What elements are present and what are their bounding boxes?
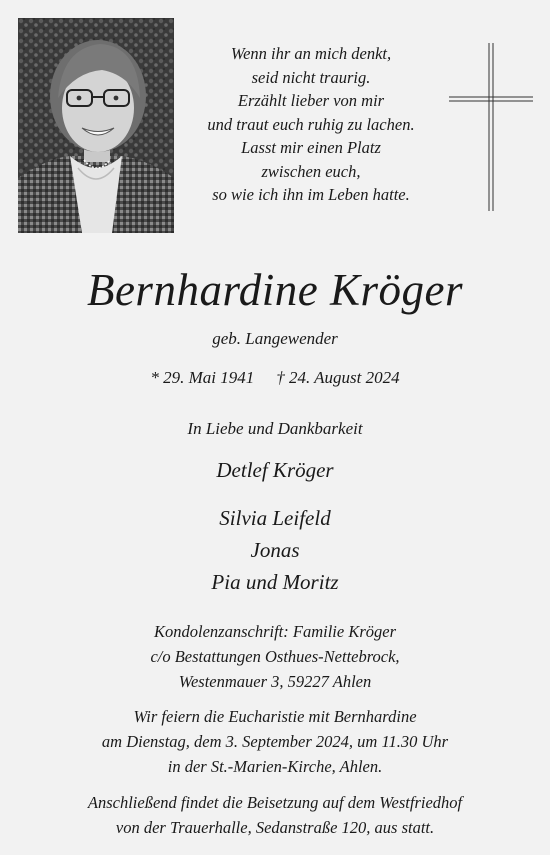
family-name: Pia und Moritz — [211, 570, 339, 594]
birth-date: * 29. Mai 1941 — [150, 368, 255, 387]
service-line: in der St.-Marien-Kirche, Ahlen. — [167, 757, 383, 776]
poem-line: so wie ich ihn im Leben hatte. — [212, 185, 410, 204]
spouse-name: Detlef Kröger — [216, 458, 334, 482]
poem-line: Wenn ihr an mich denkt, — [230, 44, 392, 63]
cross-icon — [449, 43, 533, 211]
poem-line: Erzählt lieber von mir — [237, 91, 385, 110]
poem — [176, 42, 446, 207]
deceased-name: Bernhardine Kröger — [86, 265, 464, 315]
life-dates — [0, 368, 550, 388]
mourners-intro: In Liebe und Dankbarkeit — [187, 419, 363, 438]
condolence-line: Westenmauer 3, 59227 Ahlen — [178, 672, 372, 691]
service-line: Wir feiern die Eucharistie mit Bernhardine — [133, 707, 417, 726]
burial-line: Anschließend findet die Beisetzung auf dem Westfriedhof — [87, 793, 463, 812]
portrait-photo — [18, 18, 174, 233]
death-date: † 24. August 2024 — [276, 368, 400, 387]
poem-line: seid nicht traurig. — [251, 67, 371, 87]
family-name: Silvia Leifeld — [219, 506, 331, 530]
poem-line: und traut euch ruhig zu lachen. — [207, 114, 415, 134]
burial-line: von der Trauerhalle, Sedanstraße 120, aus statt. — [115, 818, 435, 837]
condolence-line: c/o Bestattungen Osthues-Nettebrock, — [150, 647, 400, 666]
condolence-line: Kondolenzanschrift: Familie Kröger — [154, 622, 396, 641]
family-name: Jonas — [250, 538, 300, 562]
birth-name: geb. Langewender — [212, 329, 338, 348]
service-line: am Dienstag, dem 3. September 2024, um 11.30 Uhr — [101, 732, 449, 751]
poem-line: Lasst mir einen Platz — [241, 138, 381, 157]
poem-line: zwischen euch, — [261, 161, 361, 181]
